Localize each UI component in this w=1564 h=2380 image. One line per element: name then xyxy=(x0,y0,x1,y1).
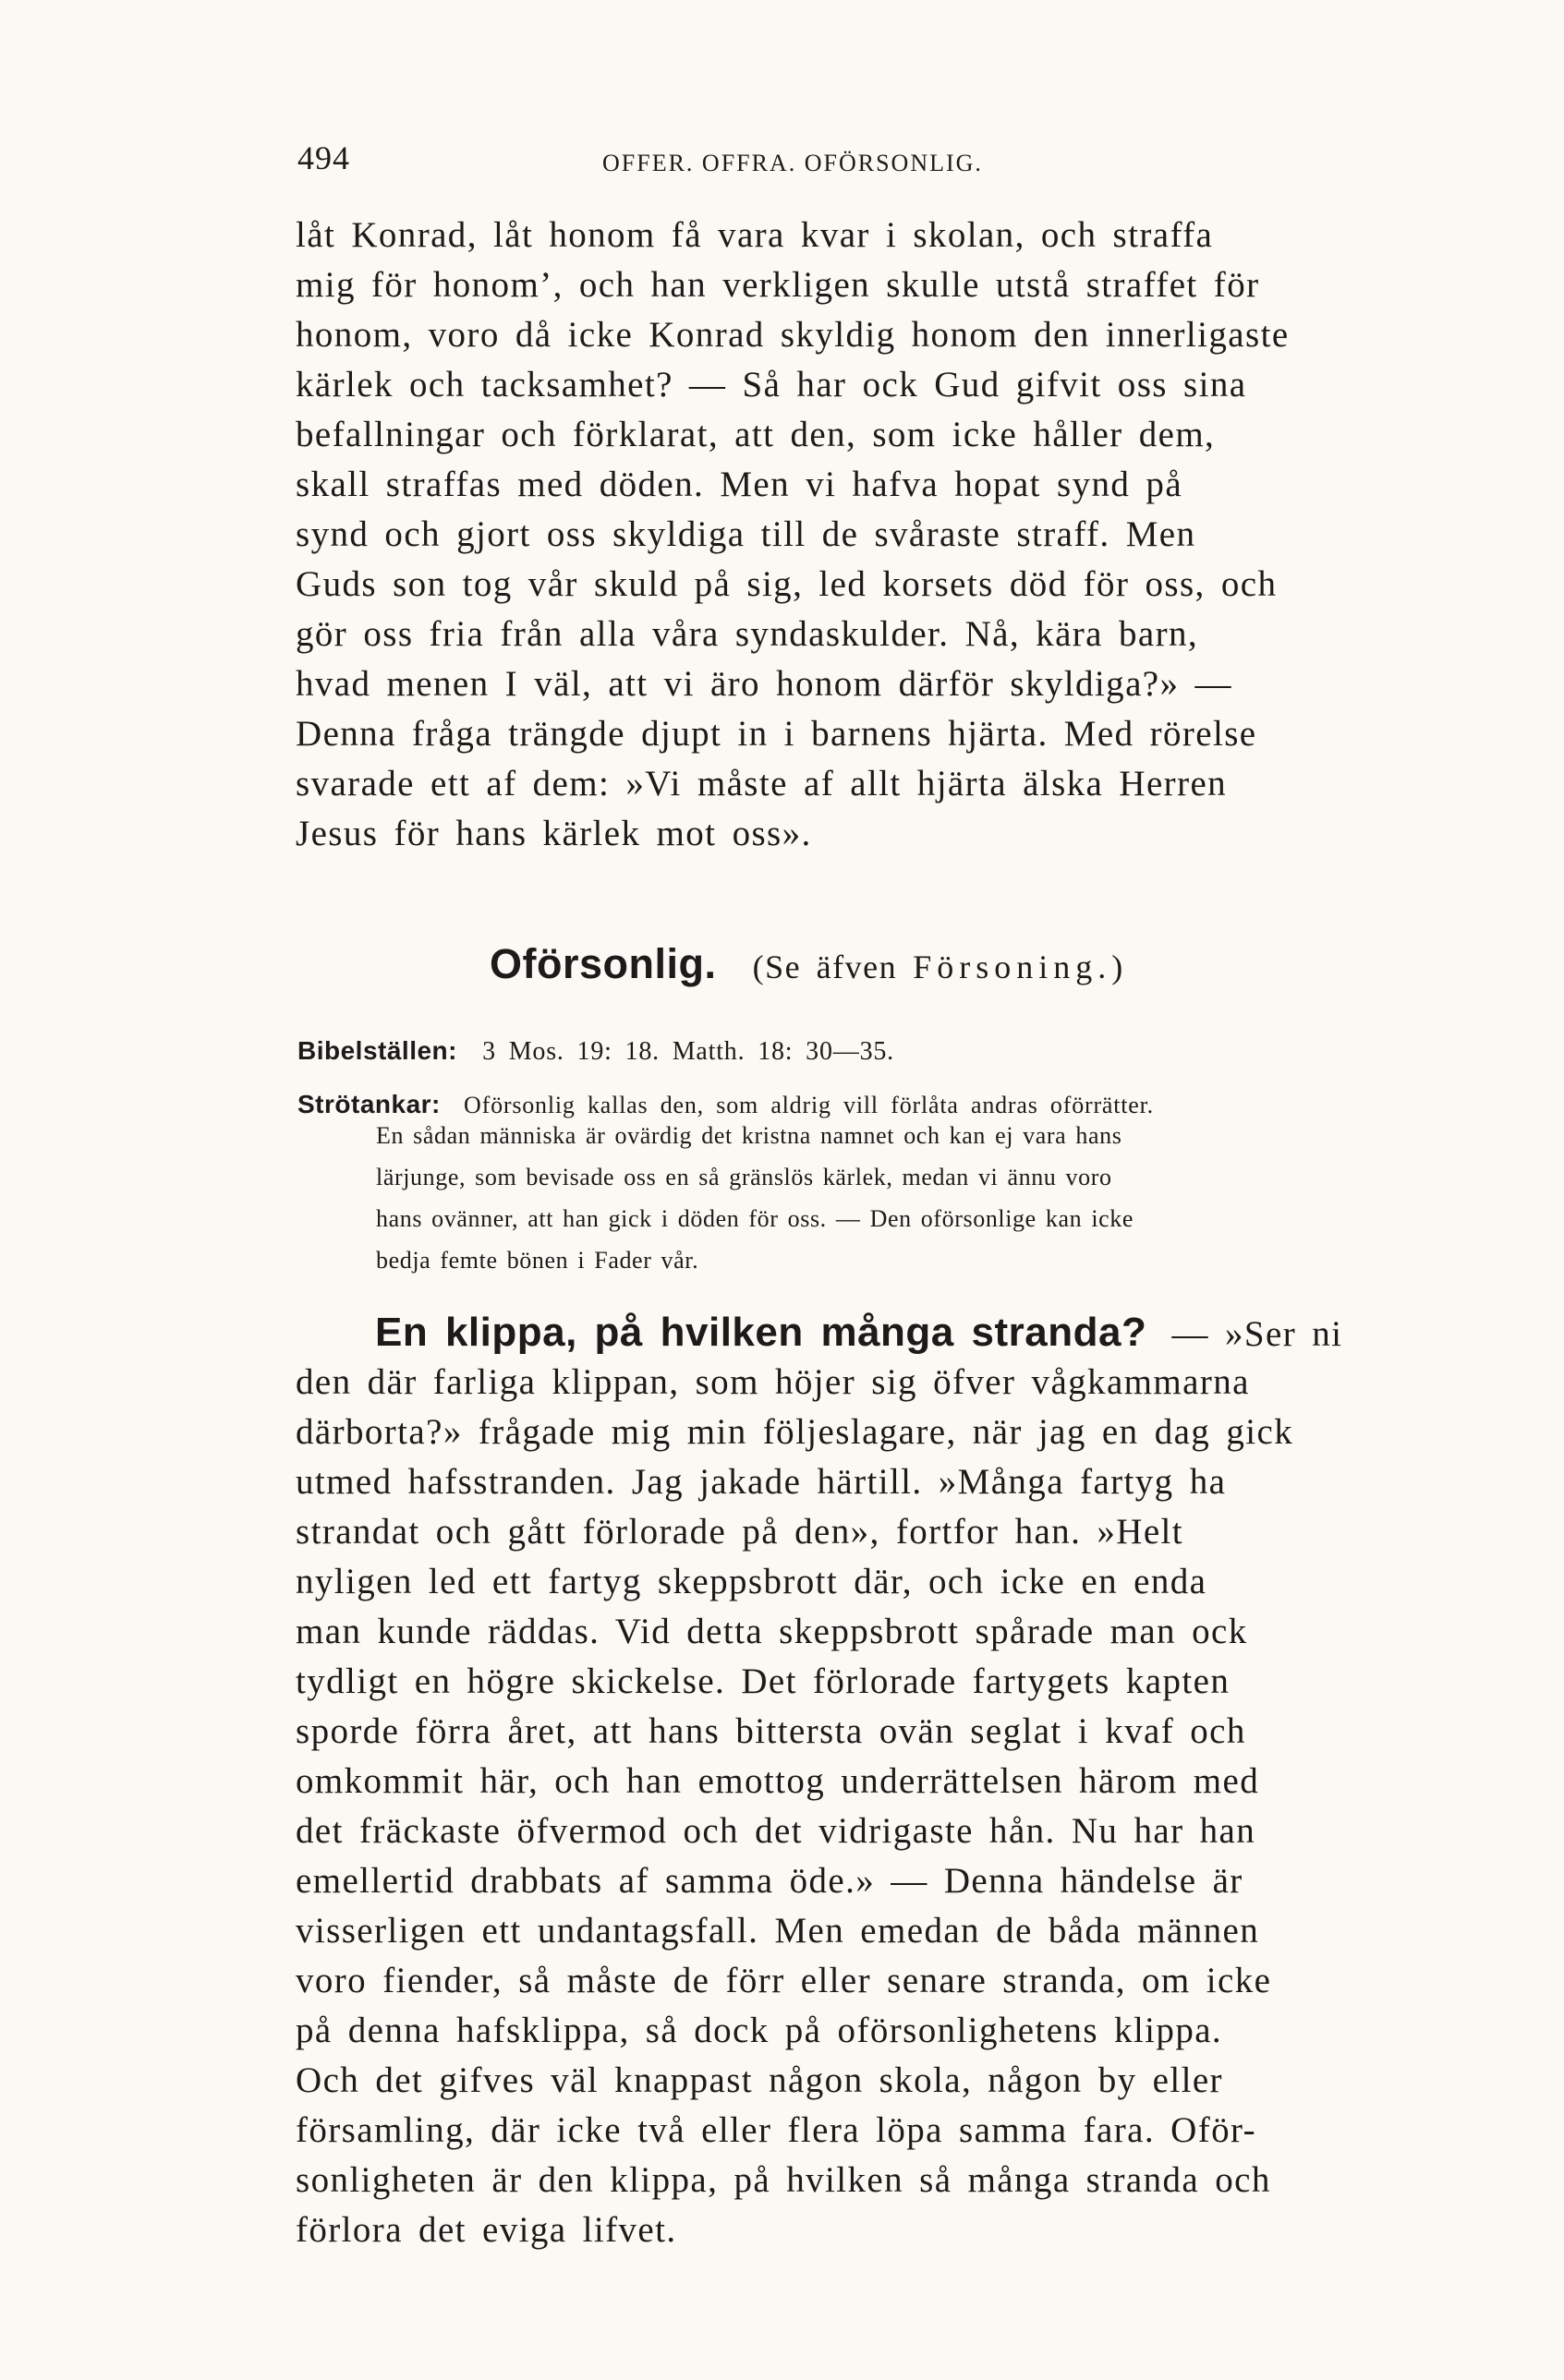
text-line: utmed hafsstranden. Jag jakade härtill. »Många fartyg ha xyxy=(296,1462,1227,1502)
see-also-prefix: (Se äfven xyxy=(752,948,898,985)
thoughts-line: lärjunge, som bevisade oss en så gränslös kärlek, medan vi ännu voro xyxy=(376,1164,1112,1190)
bible-references xyxy=(297,1027,894,1069)
thoughts-label: Strötankar: xyxy=(297,1090,441,1118)
text-line: församling, där icke två eller flera löpa samma fara. Oför- xyxy=(296,2110,1256,2150)
text-line: visserligen ett undantagsfall. Men emedan de båda männen xyxy=(296,1911,1260,1951)
text-line: sonligheten är den klippa, på hvilken så många stranda och xyxy=(296,2160,1271,2200)
thoughts-line: bedja femte bönen i Fader vår. xyxy=(376,1247,699,1274)
text-line: Jesus för hans kärlek mot oss». xyxy=(296,814,812,853)
story-first-line-rest: — »Ser ni xyxy=(1171,1314,1343,1354)
see-also-ref: Försoning.) xyxy=(913,948,1129,985)
text-line: tydligt en högre skickelse. Det förlorade fartygets kapten xyxy=(296,1661,1231,1701)
text-line: mig för honom’, och han verkligen skulle utstå straffet för xyxy=(296,265,1260,305)
text-line: man kunde räddas. Vid detta skeppsbrott spårade man ock xyxy=(296,1612,1248,1651)
text-line: nyligen led ett fartyg skeppsbrott där, och icke en enda xyxy=(296,1562,1207,1601)
section-title: Oförsonlig. xyxy=(490,940,717,987)
text-line: honom, voro då icke Konrad skyldig honom den innerligaste xyxy=(296,315,1290,355)
text-line: på denna hafsklippa, så dock på oförsonlighetens klippa. xyxy=(296,2011,1223,2050)
thoughts-line: hans ovänner, att han gick i döden för oss. — Den oförsonlige kan icke xyxy=(376,1205,1134,1232)
text-line: befallningar och förklarat, att den, som icke håller dem, xyxy=(296,415,1216,454)
thoughts-text: Oförsonlig kallas den, som aldrig vill förlåta andras oförrätter. xyxy=(464,1092,1154,1118)
text-line: förlora det eviga lifvet. xyxy=(296,2210,677,2250)
text-line: det fräckaste öfvermod och det vidrigaste hån. Nu har han xyxy=(296,1811,1256,1851)
text-line: voro fiender, så måste de förr eller senare stranda, om icke xyxy=(296,1961,1272,2000)
running-head: OFFER. OFFRA. OFÖRSONLIG. xyxy=(602,150,983,176)
text-line: emellertid drabbats af samma öde.» — Denna händelse är xyxy=(296,1861,1243,1901)
story-title: En klippa, på hvilken många stranda? xyxy=(375,1310,1147,1355)
bible-refs: 3 Mos. 19: 18. Matth. 18: 30—35. xyxy=(482,1037,894,1066)
text-line: sporde förra året, att hans bittersta ovän seglat i kvaf och xyxy=(296,1711,1246,1751)
page-number: 494 xyxy=(297,139,350,176)
text-line: kärlek och tacksamhet? — Så har ock Gud gifvit oss sina xyxy=(296,365,1247,405)
text-line: omkommit här, och han emottog underrättelsen härom med xyxy=(296,1761,1260,1801)
section-heading xyxy=(490,940,1128,988)
text-line: Guds son tog vår skuld på sig, led korsets död för oss, och xyxy=(296,564,1278,604)
text-line: därborta?» frågade mig min följeslagare, när jag en dag gick xyxy=(296,1412,1294,1452)
text-line: svarade ett af dem: »Vi måste af allt hjärta älska Herren xyxy=(296,764,1228,803)
text-line: Och det gifves väl knappast någon skola, någon by eller xyxy=(296,2060,1223,2100)
text-line: strandat och gått förlorade på den», fortfor han. »Helt xyxy=(296,1512,1184,1552)
text-line: Denna fråga trängde djupt in i barnens hjärta. Med rörelse xyxy=(296,714,1257,754)
bible-label: Bibelställen: xyxy=(297,1036,457,1065)
story-first-line xyxy=(375,1310,1342,1356)
text-line: skall straffas med döden. Men vi hafva hopat synd på xyxy=(296,465,1183,504)
text-line: hvad menen I väl, att vi äro honom därför skyldiga?» — xyxy=(296,664,1232,704)
text-line: synd och gjort oss skyldiga till de svåraste straff. Men xyxy=(296,514,1196,554)
page-header xyxy=(297,139,1498,185)
text-line: den där farliga klippan, som höjer sig öfver vågkammarna xyxy=(296,1362,1250,1402)
thoughts-line: En sådan människa är ovärdig det kristna namnet och kan ej vara hans xyxy=(376,1122,1122,1149)
thoughts-first-line xyxy=(297,1081,1154,1122)
text-line: gör oss fria från alla våra syndaskulder. Nå, kära barn, xyxy=(296,614,1199,654)
text-line: låt Konrad, låt honom få vara kvar i skolan, och straffa xyxy=(296,215,1214,255)
